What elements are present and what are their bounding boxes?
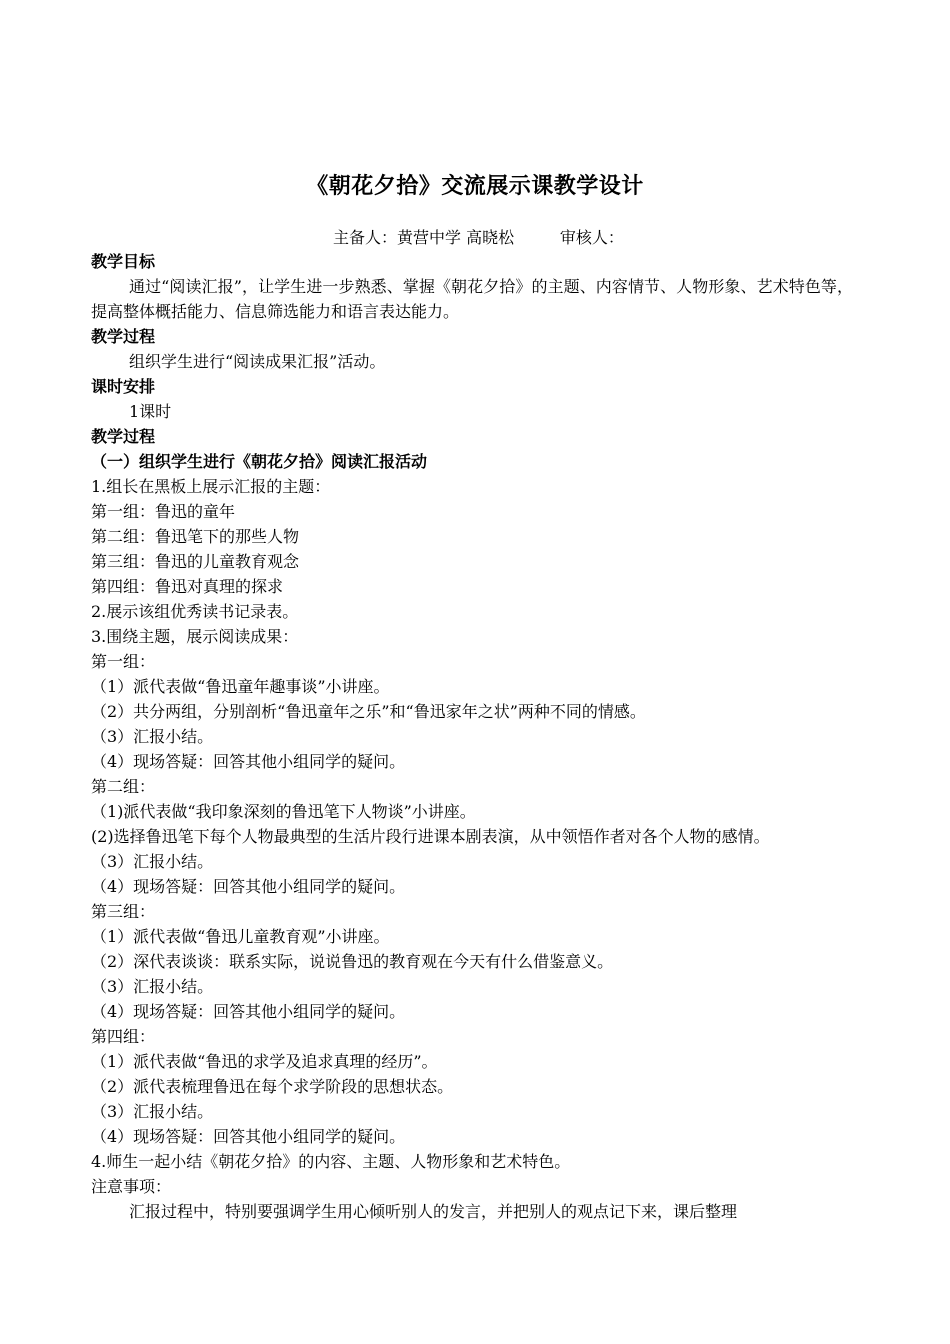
section-heading-goal: 教学目标 <box>91 252 156 271</box>
notes-label: 注意事项： <box>91 1177 172 1196</box>
group-3-label: 第三组： <box>91 902 156 921</box>
group-2-item: （4）现场答疑：回答其他小组同学的疑问。 <box>91 877 406 896</box>
group-4-label: 第四组： <box>91 1027 156 1046</box>
byline-gap <box>514 228 560 247</box>
byline <box>333 226 624 250</box>
section-heading-schedule: 课时安排 <box>91 377 156 396</box>
group-3-item: （2）深代表谈谈：联系实际，说说鲁迅的教育观在今天有什么借鉴意义。 <box>91 952 614 971</box>
process-paragraph: 组织学生进行“阅读成果汇报”活动。 <box>129 352 386 371</box>
theme-item: 第三组：鲁迅的儿童教育观念 <box>91 552 300 571</box>
group-1-item: （2）共分两组，分别剖析“鲁迅童年之乐”和“鲁迅家年之状”两种不同的情感。 <box>91 702 646 721</box>
schedule-paragraph: 1课时 <box>129 402 172 421</box>
document-body <box>91 249 853 1224</box>
step-1: 1.组长在黑板上展示汇报的主题： <box>91 477 331 496</box>
reviewer-label: 审核人： <box>559 228 624 247</box>
theme-item: 第四组：鲁迅对真理的探求 <box>91 577 284 596</box>
goal-paragraph: 通过“阅读汇报”，让学生进一步熟悉、掌握《朝花夕拾》的主题、内容情节、人物形象、艺术特色等，提高整体概括能力、信息筛选能力和语言表达能力。 <box>91 277 853 321</box>
document-title: 《朝花夕拾》交流展示课教学设计 <box>306 174 644 199</box>
notes-paragraph: 汇报过程中，特别要强调学生用心倾听别人的发言，并把别人的观点记下来，课后整理 <box>129 1202 738 1221</box>
group-1-item: （4）现场答疑：回答其他小组同学的疑问。 <box>91 752 406 771</box>
group-1-item: （1）派代表做“鲁迅童年趣事谈”小讲座。 <box>91 677 390 696</box>
group-2-item: (2)选择鲁迅笔下每个人物最典型的生活片段行进课本剧表演，从中领悟作者对各个人物的感情。 <box>91 827 770 846</box>
group-2-item: （1)派代表做“我印象深刻的鲁迅笔下人物谈”小讲座。 <box>91 802 476 821</box>
section-heading-process-2: 教学过程 <box>91 427 156 446</box>
theme-item: 第一组：鲁迅的童年 <box>91 502 236 521</box>
activity-heading: （一）组织学生进行《朝花夕拾》阅读汇报活动 <box>91 452 428 471</box>
group-3-item: （3）汇报小结。 <box>91 977 214 996</box>
group-4-item: （1）派代表做“鲁迅的求学及追求真理的经历”。 <box>91 1052 438 1071</box>
theme-item: 第二组：鲁迅笔下的那些人物 <box>91 527 300 546</box>
group-3-item: （4）现场答疑：回答其他小组同学的疑问。 <box>91 1002 406 1021</box>
preparer-name: 黄营中学 高晓松 <box>397 228 515 247</box>
group-4-item: （4）现场答疑：回答其他小组同学的疑问。 <box>91 1127 406 1146</box>
step-2: 2.展示该组优秀读书记录表。 <box>91 602 299 621</box>
preparer-label: 主备人： <box>333 228 398 247</box>
group-4-item: （3）汇报小结。 <box>91 1102 214 1121</box>
section-heading-process: 教学过程 <box>91 327 156 346</box>
group-3-item: （1）派代表做“鲁迅儿童教育观”小讲座。 <box>91 927 390 946</box>
group-1-item: （3）汇报小结。 <box>91 727 214 746</box>
group-1-label: 第一组： <box>91 652 156 671</box>
step-4: 4.师生一起小结《朝花夕拾》的内容、主题、人物形象和艺术特色。 <box>91 1152 571 1171</box>
group-2-item: （3）汇报小结。 <box>91 852 214 871</box>
group-2-label: 第二组： <box>91 777 156 796</box>
step-3: 3.围绕主题，展示阅读成果： <box>91 627 299 646</box>
group-4-item: （2）派代表梳理鲁迅在每个求学阶段的思想状态。 <box>91 1077 454 1096</box>
